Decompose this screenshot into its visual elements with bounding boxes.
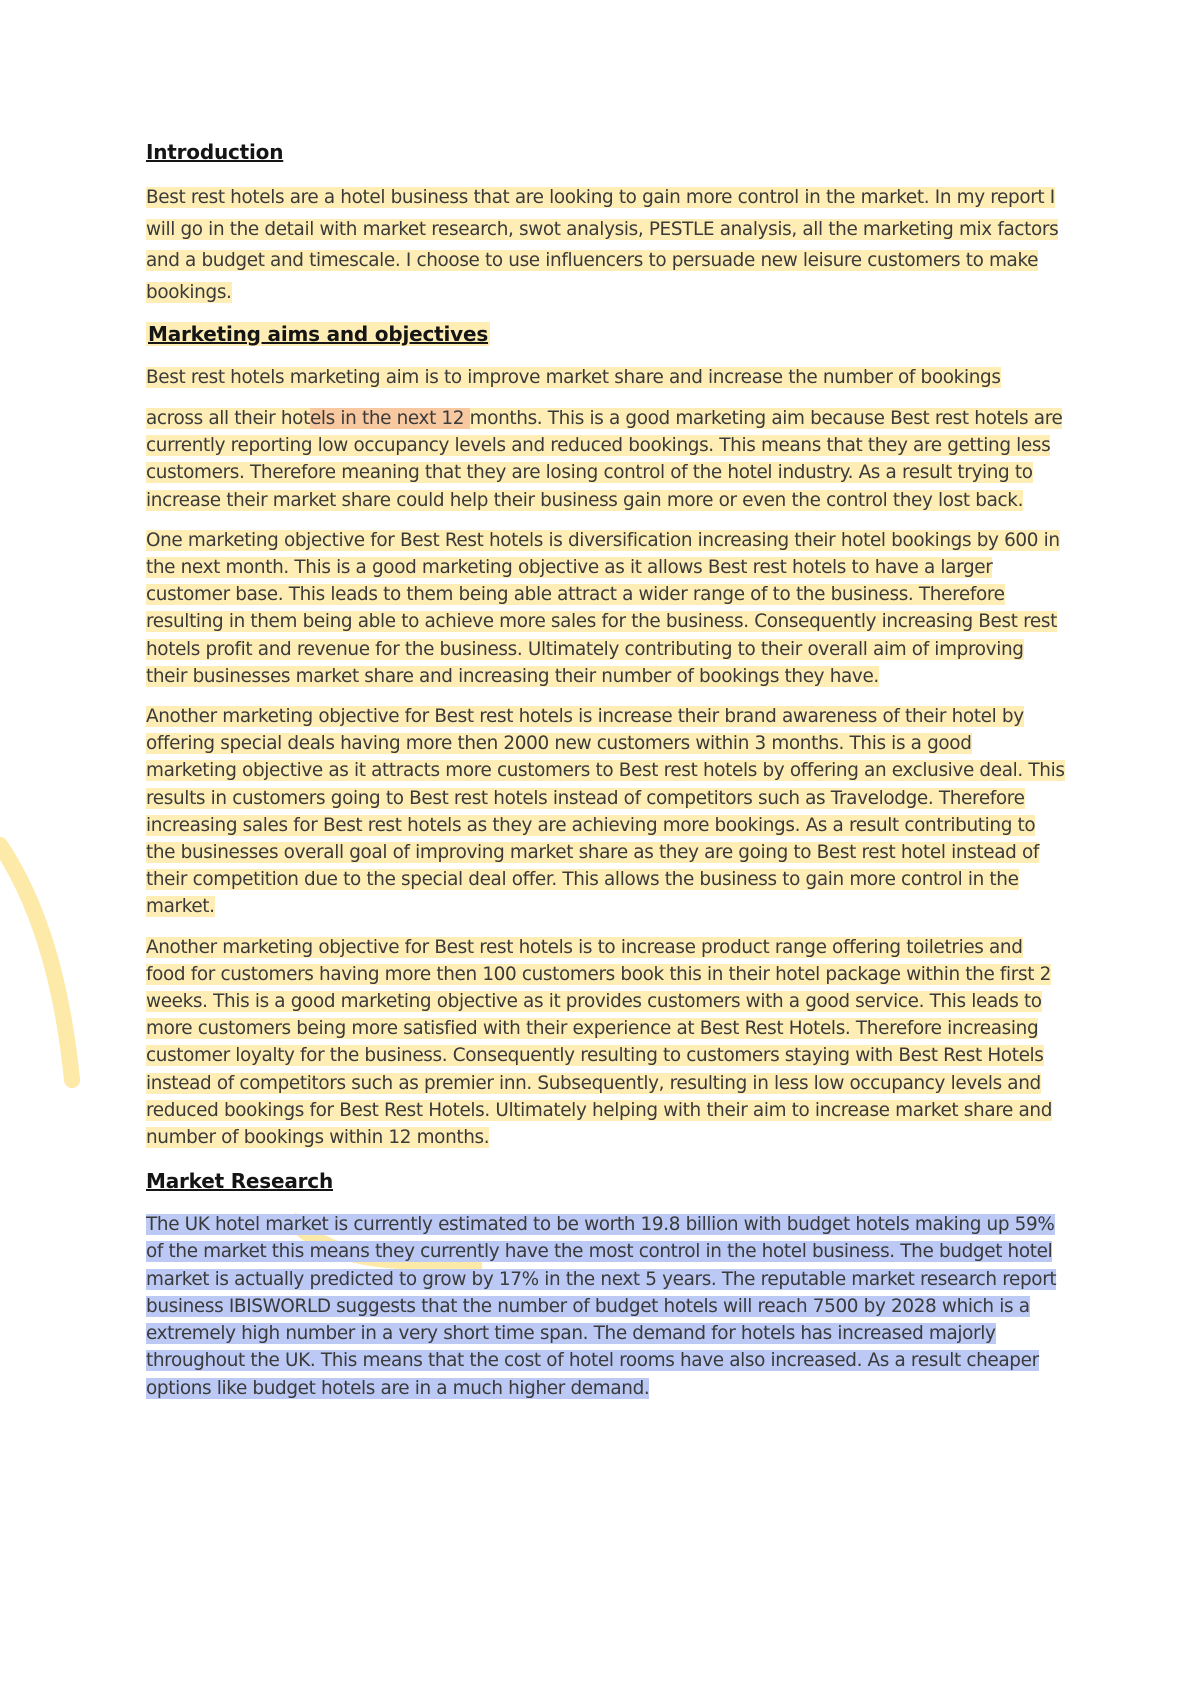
highlighted-text: Best rest hotels marketing aim is to improve market share and increase the number of bookings: [146, 367, 1001, 388]
highlighted-text: Best rest hotels are a hotel business that are looking to gain more control in the market. In my report I will go in the detail with market research, swot analysis, PESTLE analysis, all the marketing mix factors and a budget and timescale. I choose to use influencers to persuade new leisure customers to make bookings.: [146, 187, 1059, 303]
introduction-heading: Introduction: [146, 140, 284, 164]
ink-stroke-left-arc: [0, 845, 72, 1080]
objective-brand-awareness-paragraph: [146, 703, 1066, 921]
orange-highlighted-text: els in the next 12: [309, 408, 470, 429]
highlighted-heading: Marketing aims and objectives: [148, 322, 489, 346]
highlighted-text: Another marketing objective for Best rest hotels is to increase product range offering toiletries and food for customers having more then 100 customers book this in their hotel package within the first 2 weeks. This is a good marketing objective as it provides customers with a good service. This leads to more customers being more satisfied with their experience at Best Rest Hotels. Therefore increasing customer loyalty for the business. Consequently resulting to customers staying with Best Rest Hotels instead of competitors such as premier inn. Subsequently, resulting in less low occupancy levels and reduced bookings for Best Rest Hotels. Ultimately helping with their aim to increase market share and number of bookings within 12 months.: [146, 936, 1053, 1149]
highlighted-text: One marketing objective for Best Rest hotels is diversification increasing their hotel bookings by 600 in the next month. This is a good marketing objective as it allows Best rest hotels to have a larger customer base. This leads to them being able attract a wider range of to the business. Therefore resulting in them being able to achieve more sales for the business. Consequently increasing Best rest hotels profit and revenue for the business. Ultimately contributing to their overall aim of improving their businesses market share and increasing their number of bookings they have.: [146, 529, 1060, 687]
highlighted-text: months. This is a good marketing aim because Best rest hotels are currently reporting low occupancy levels and reduced bookings. This means that they are getting less customers. Therefore meaning that they are losing control of the hotel industry. As a result trying to increase their market share could help their business gain more or even the control they lost back.: [146, 408, 1063, 511]
market-research-heading: Market Research: [146, 1169, 334, 1194]
market-research-paragraph: [146, 1211, 1066, 1401]
aim-paragraph: [146, 364, 1066, 391]
highlighted-text: across all their hot: [146, 408, 310, 429]
objective-product-range-paragraph: [146, 934, 1066, 1152]
introduction-paragraph: [146, 182, 1066, 308]
blue-highlighted-text: The UK hotel market is currently estimated to be worth 19.8 billion with budget hotels making up 59% of the market this means they currently have the most control in the hotel business. The budget hotel market is actually predicted to grow by 17% in the next 5 years. The reputable market research report business IBISWORLD suggests that the number of budget hotels will reach 7500 by 2028 which is a extremely high number in a very short time span. The demand for hotels has increased majorly throughout the UK. This means that the cost of hotel rooms have also increased. As a result cheaper options like budget hotels are in a much higher demand.: [146, 1214, 1057, 1399]
aims-heading: [146, 322, 1066, 346]
highlighted-text: Another marketing objective for Best rest hotels is increase their brand awareness of their hotel by offering special deals having more then 2000 new customers within 3 months. This is a good marketing objective as it attracts more customers to Best rest hotels by offering an exclusive deal. This results in customers going to Best rest hotels instead of competitors such as Travelodge. Therefore increasing sales for Best rest hotels as they are achieving more bookings. As a result contributing to the businesses overall goal of improving market share as they are going to Best rest hotel instead of their competition due to the special deal offer. This allows the business to gain more control in the market.: [146, 706, 1065, 918]
objective-diversification-paragraph: [146, 527, 1066, 690]
document-body: [146, 140, 1066, 1415]
aim-explanation-paragraph: [146, 405, 1066, 514]
